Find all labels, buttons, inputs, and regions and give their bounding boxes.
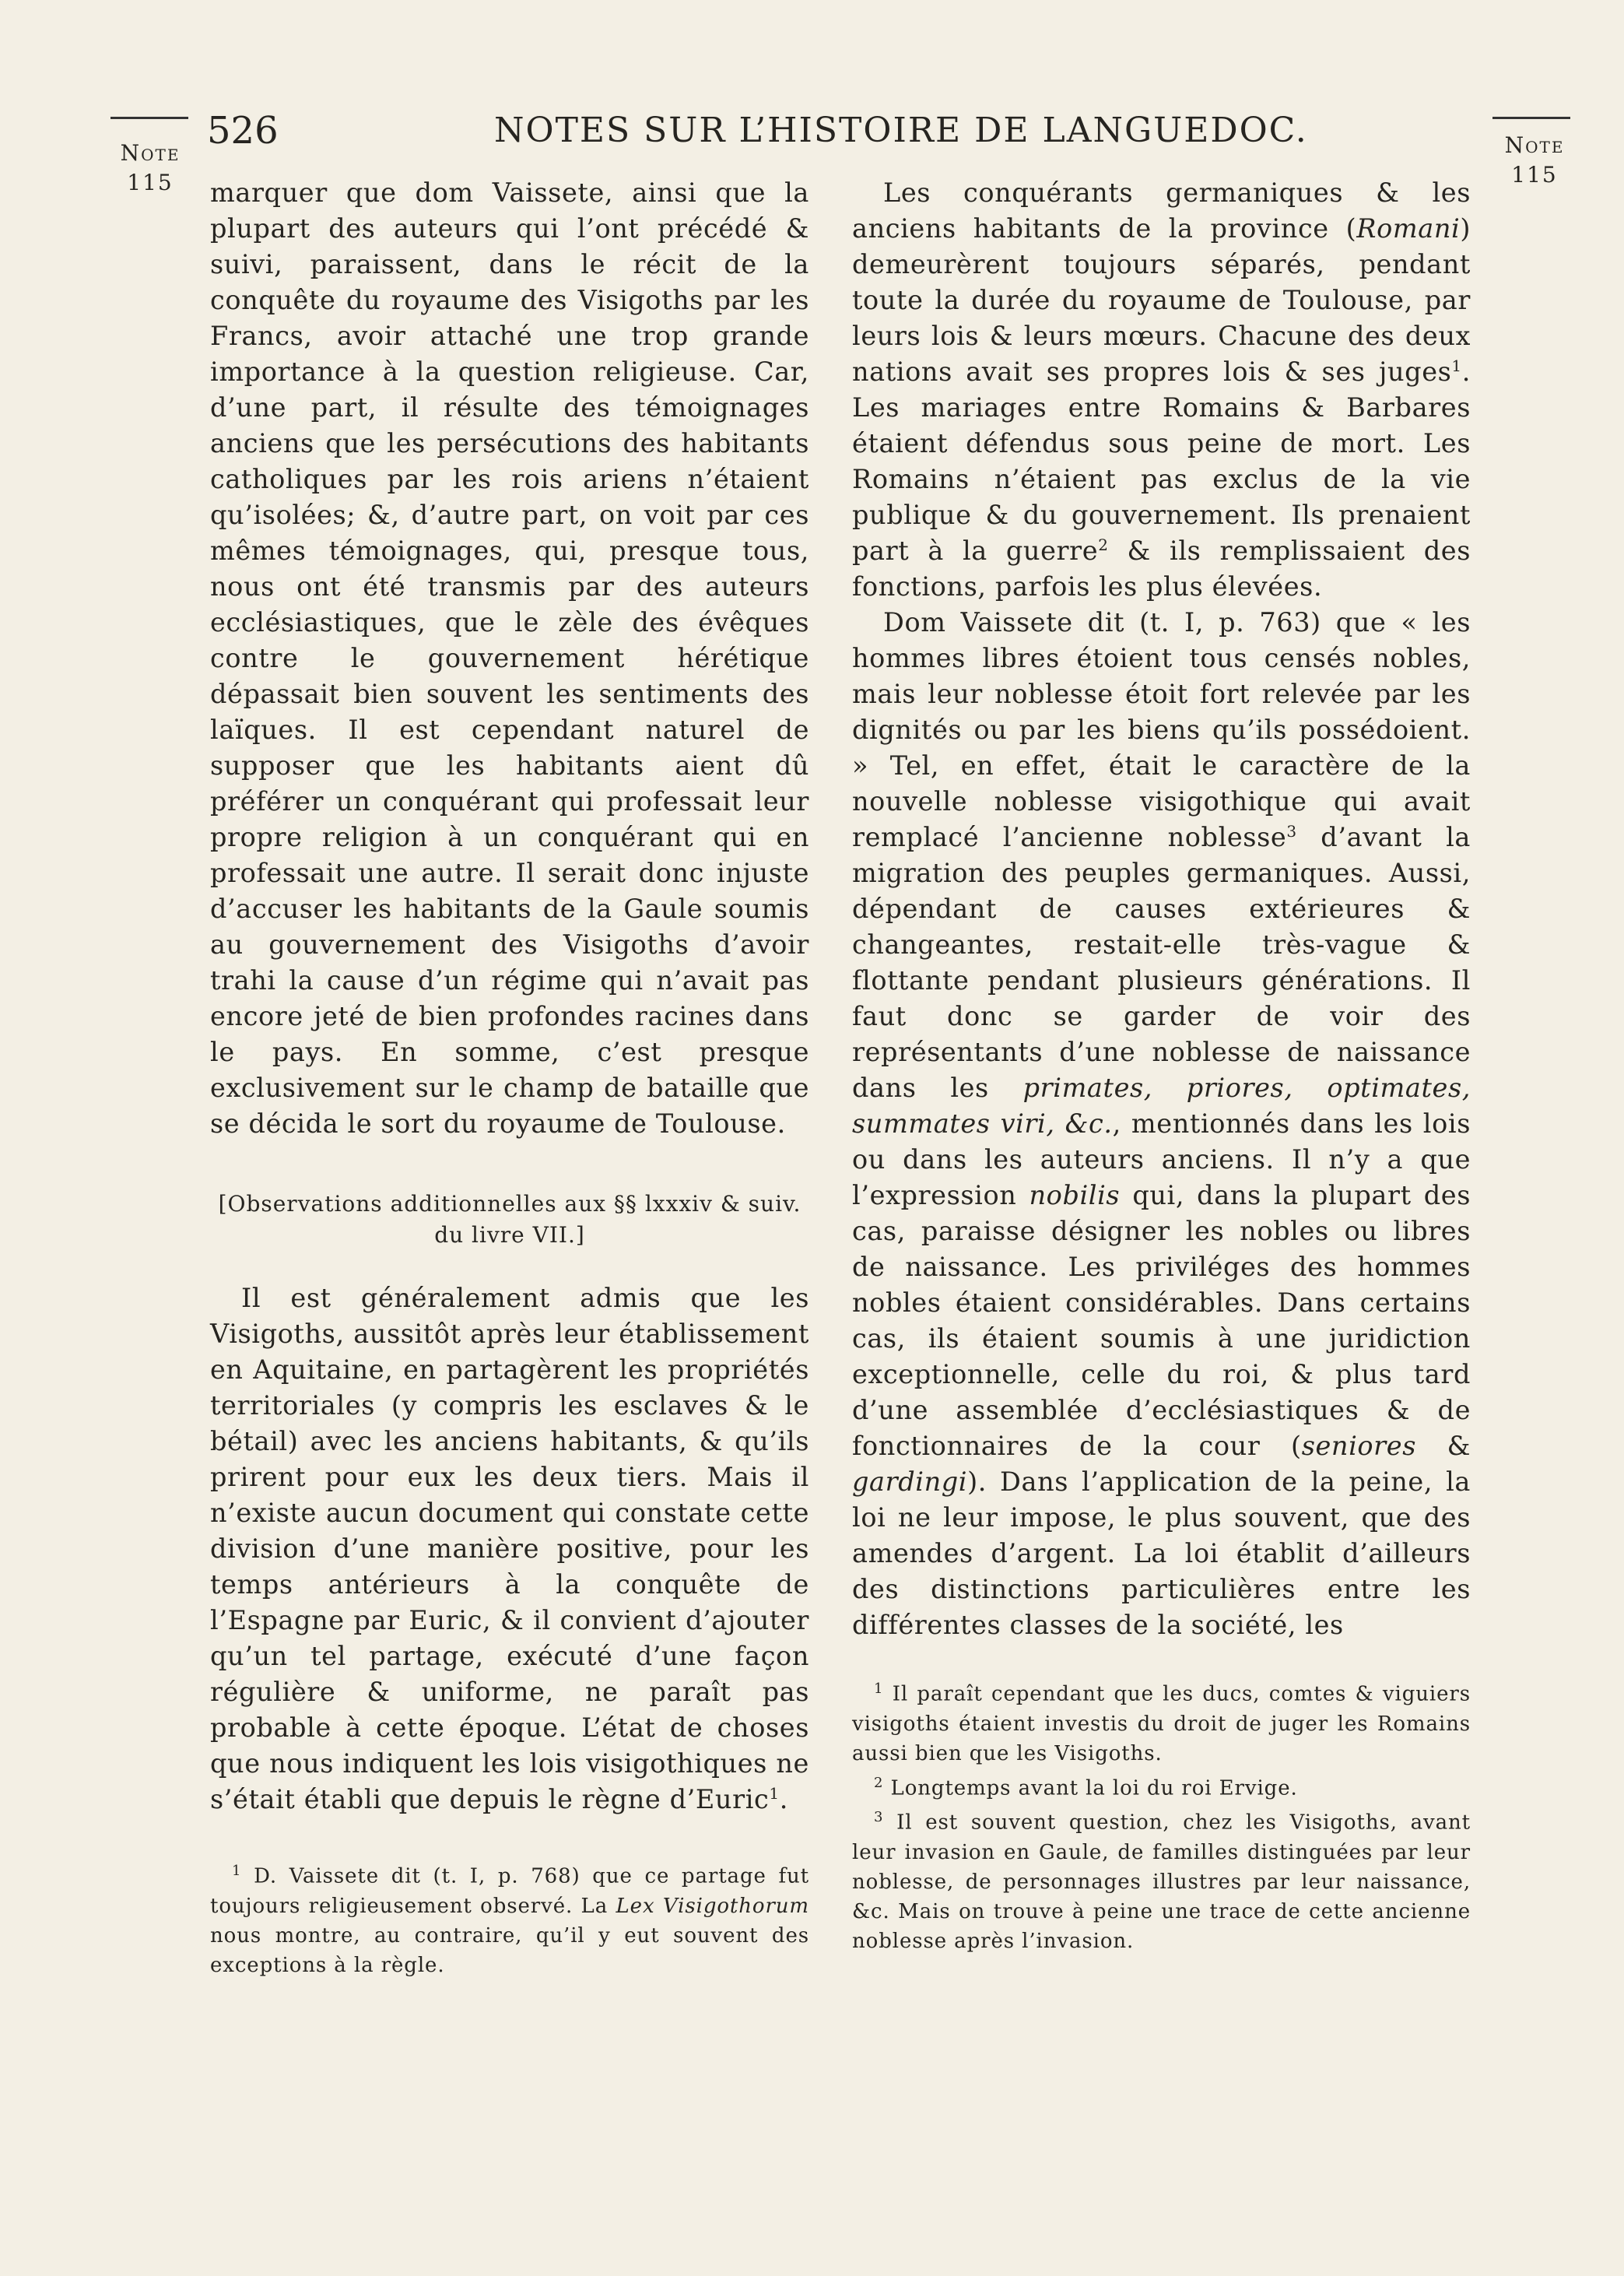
right-body	[852, 175, 1471, 1643]
footnote-ref: 1	[769, 1783, 780, 1803]
text: d’avant la migration des peuples germaniques. Aussi, dépendant de causes extérieures & changeantes, restait-elle très-vague & flottante pendant plusieurs générations. Il faut donc se garder de voir des représentants d’une noblesse de naissance dans les	[852, 822, 1471, 1103]
running-head: NOTES SUR L’HISTOIRE DE LANGUEDOC.	[494, 111, 1308, 150]
left-body	[210, 175, 809, 1142]
footnote-text: nous montre, au contraire, qu’il y eut souvent des exceptions à la règle.	[210, 1923, 809, 1977]
italic-text: primates, priores, optimates, summates viri, &c.	[852, 1073, 1471, 1139]
text: ). Dans l’application de la peine, la loi ne leur impose, le plus souvent, que des amendes d’argent. La loi établit d’ailleurs des distinctions particulières entre les différentes classes de la société, les	[852, 1466, 1471, 1640]
right-footnote-2	[852, 1768, 1471, 1804]
footnote-ref: 2	[1098, 535, 1109, 554]
right-column	[852, 175, 1471, 1956]
left-paragraph-1: marquer que dom Vaissete, ainsi que la plupart des auteurs qui l’ont précédé & suivi, paraissent, dans le récit de la conquête du royaume des Visigoths par les Francs, avoir attaché une trop grande importance à la question religieuse. Car, d’une part, il résulte des témoignages anciens que les persécutions des habitants catholiques par les rois ariens n’étaient qu’isolées; &, d’autre part, on voit par ces mêmes témoignages, qui, presque tous, nous ont été transmis par des auteurs ecclésiastiques, que le zèle des évêques contre le gouvernement hérétique dépassait bien souvent les sentiments des laïques. Il est cependant naturel de supposer que les habitants aient dû préférer un conquérant qui professait leur propre religion à un conquérant qui en professait une autre. Il serait donc injuste d’accuser les habitants de la Gaule soumis au gouvernement des Visigoths d’avoir trahi la cause d’un régime qui n’avait pas encore jeté de bien profondes racines dans le pays. En somme, c’est presque exclusivement sur le champ de bataille que se décida le sort du royaume de Toulouse.	[210, 177, 809, 1139]
text: , mentionnés dans les lois ou dans les auteurs anciens. Il n’y a que l’expression	[852, 1108, 1471, 1210]
left-footnote-1	[210, 1856, 809, 1980]
right-margin-rule	[1492, 117, 1570, 119]
italic-text: nobilis	[1029, 1180, 1121, 1210]
footnote-ref: 1	[1451, 356, 1462, 375]
text: Les conquérants germaniques & les anciens habitants de la province (	[852, 177, 1471, 244]
footnote-italic: Lex Visigothorum	[616, 1894, 809, 1918]
footnote-text: Il est souvent question, chez les Visigoths, avant leur invasion en Gaule, de familles distinguées par leur noblesse, de personnages illustres par leur naissance, &c. Mais on trouve à peine une trace de cette ancienne noblesse après l’invasion.	[852, 1811, 1471, 1953]
footnote-mark: 1	[874, 1681, 884, 1697]
left-column	[210, 175, 809, 1980]
right-paragraph-1	[852, 175, 1471, 605]
text: ) demeurèrent toujours séparés, pendant toute la durée du royaume de Toulouse, par leurs lois & leurs mœurs. Chacune des deux nations avait ses propres lois & ses juges	[852, 213, 1471, 387]
footnote-text: D. Vaissete dit (t. I, p. 768) que ce partage fut toujours religieusement observé. La	[210, 1864, 809, 1918]
italic-text: seniores	[1301, 1431, 1417, 1461]
footnote-mark: 1	[232, 1863, 242, 1879]
margin-note-label: Note	[120, 140, 181, 166]
left-paragraph-2-end: .	[779, 1784, 788, 1814]
text: Dom Vaissete dit (t. I, p. 763) que « les hommes libres étoient tous censés nobles, mais leur noblesse étoit fort relevée par les dignités ou par les biens qu’ils possédoient. » Tel, en effet, était le caractère de la nouvelle noblesse visigothique qui avait remplacé l’ancienne noblesse	[852, 607, 1471, 852]
margin-note-number: 115	[1511, 161, 1558, 188]
right-paragraph-2	[852, 605, 1471, 1643]
section-heading-line-1: [Observations additionnelles aux §§ lxxxiv & suiv.	[218, 1191, 801, 1217]
section-heading	[210, 1189, 809, 1251]
footnote-text: Il paraît cependant que les ducs, comtes & viguiers visigoths étaient investis du droit de juger les Romains aussi bien que les Visigoths.	[852, 1682, 1471, 1765]
margin-note-number: 115	[127, 169, 174, 195]
text: &	[1416, 1431, 1471, 1461]
text: . Les mariages entre Romains & Barbares étaient défendus sous peine de mort. Les Romains n’étaient pas exclus de la vie publique & du gouvernement. Ils prenaient part à la guerre	[852, 357, 1471, 566]
left-paragraph-2	[210, 1280, 809, 1818]
right-margin-note	[1496, 131, 1573, 190]
italic-text: gardingi	[852, 1466, 968, 1497]
left-paragraph-2-text: Il est généralement admis que les Visigoths, aussitôt après leur établissement en Aquitaine, en partagèrent les propriétés territoriales (y compris les esclaves & le bétail) avec les anciens habitants, & qu’ils prirent pour eux les deux tiers. Mais il n’existe aucun document qui constate cette division d’une manière positive, pour les temps antérieurs à la conquête de l’Espagne par Euric, & il convient d’ajouter qu’un tel partage, exécuté d’une façon régulière & uniforme, ne paraît pas probable à cette époque. L’état de choses que nous indiquent les lois visigothiques ne s’était établi que depuis le règne d’Euric	[210, 1283, 809, 1814]
italic-text: Romani	[1356, 213, 1461, 244]
text: qui, dans la plupart des cas, paraisse désigner les nobles ou libres de naissance. Les priviléges des hommes nobles étaient considérables. Dans certains cas, ils étaient soumis à une juridiction exceptionnelle, celle du roi, & plus tard d’une assemblée d’ecclésiastiques & de fonctionnaires de la cour (	[852, 1180, 1471, 1461]
margin-note-label: Note	[1504, 132, 1565, 158]
section-heading-line-2: du livre VII.]	[434, 1222, 585, 1248]
page-number: 526	[207, 109, 279, 153]
left-margin-note	[115, 139, 185, 198]
text: & ils remplissaient des fonctions, parfois les plus élevées.	[852, 536, 1471, 602]
left-margin-rule	[110, 117, 188, 119]
footnote-ref: 3	[1286, 821, 1297, 841]
right-footnotes	[852, 1674, 1471, 1956]
right-footnote-3	[852, 1803, 1471, 1956]
footnote-mark: 2	[874, 1774, 884, 1791]
left-body-2	[210, 1280, 809, 1818]
left-footnotes	[210, 1856, 809, 1980]
footnote-mark: 3	[874, 1809, 884, 1826]
footnote-text: Longtemps avant la loi du roi Ervige.	[890, 1776, 1298, 1800]
right-footnote-1	[852, 1674, 1471, 1768]
